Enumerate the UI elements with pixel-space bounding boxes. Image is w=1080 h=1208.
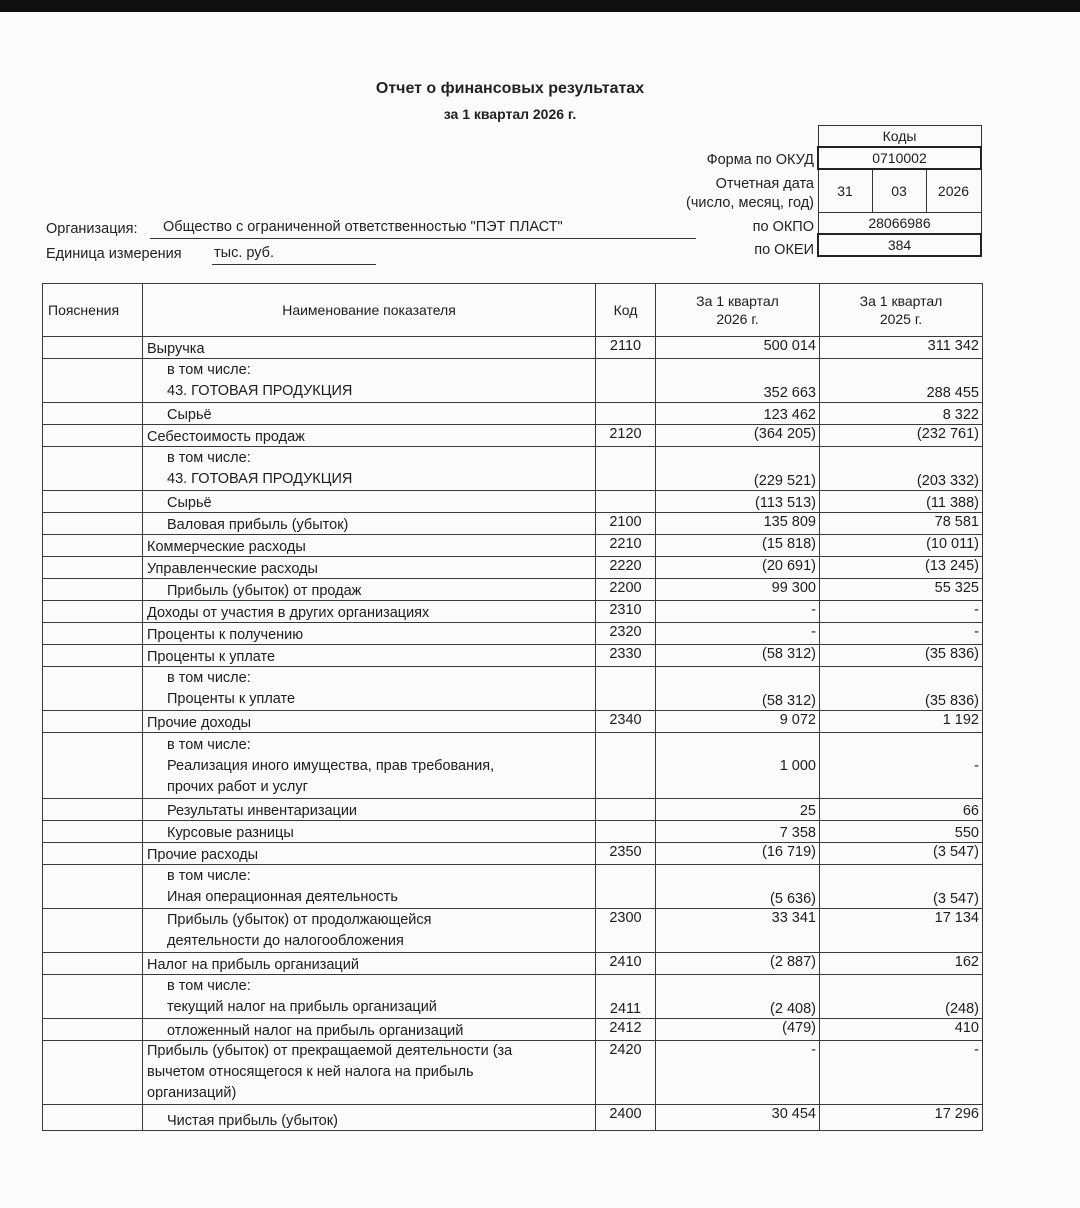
row-previous: (3 547) [820, 865, 983, 909]
row-current: (2 408) [656, 975, 820, 1019]
report-year: 2026 [926, 169, 981, 213]
table-row [43, 1105, 983, 1131]
row-name: Прибыль (убыток) от продаж [143, 579, 596, 601]
row-previous: (248) [820, 975, 983, 1019]
row-name-text: текущий налог на прибыль организаций [167, 999, 437, 1015]
row-previous: 1 192 [820, 711, 983, 733]
row-current: (20 691) [656, 557, 820, 579]
row-current: (15 818) [656, 535, 820, 557]
row-name: Прочие доходы [143, 711, 596, 733]
row-current: 30 454 [656, 1105, 820, 1131]
row-name: Управленческие расходы [143, 557, 596, 579]
header-previous [820, 284, 983, 337]
table-row [43, 711, 983, 733]
row-current: - [656, 601, 820, 623]
row-name: Сырьё [143, 491, 596, 513]
row-subtitle: в том числе: [167, 978, 251, 994]
table-row [43, 623, 983, 645]
row-current: - [656, 1041, 820, 1105]
row-name-line-2: вычетом относящегося к ней налога на прибыль [147, 1064, 474, 1080]
row-current: 9 072 [656, 711, 820, 733]
row-name-line-2: деятельности до налогообложения [167, 933, 404, 949]
header-code: Код [596, 284, 656, 337]
row-previous: (3 547) [820, 843, 983, 865]
row-current: 500 014 [656, 337, 820, 359]
table-row [43, 447, 983, 491]
unit-value: тыс. руб. [214, 245, 275, 261]
row-code: 2200 [596, 579, 656, 601]
row-current: 99 300 [656, 579, 820, 601]
row-current: (2 887) [656, 953, 820, 975]
okud-code: 0710002 [818, 147, 981, 169]
row-previous: 66 [820, 799, 983, 821]
codes-header: Коды [818, 126, 981, 148]
row-name [143, 733, 596, 799]
row-name-text: 43. ГОТОВАЯ ПРОДУКЦИЯ [167, 383, 353, 399]
row-current: 123 462 [656, 403, 820, 425]
row-code: 2320 [596, 623, 656, 645]
row-name-text: Иная операционная деятельность [167, 889, 398, 905]
row-current: (58 312) [656, 645, 820, 667]
row-name: Себестоимость продаж [143, 425, 596, 447]
org-underline [150, 238, 696, 239]
table-header-row [43, 284, 983, 337]
row-code: 2100 [596, 513, 656, 535]
table-row [43, 425, 983, 447]
document-period: за 1 квартал 2026 г. [443, 106, 577, 122]
row-code: 2330 [596, 645, 656, 667]
row-name-line-1: Прибыль (убыток) от продолжающейся [167, 912, 432, 928]
row-name [143, 865, 596, 909]
header-previous-1: За 1 квартал [859, 293, 943, 309]
row-code [596, 359, 656, 403]
header-current [656, 284, 820, 337]
row-current: 33 341 [656, 909, 820, 953]
row-name [143, 667, 596, 711]
table-row [43, 513, 983, 535]
document-title: Отчет о финансовых результатах [375, 80, 645, 97]
row-name: Прочие расходы [143, 843, 596, 865]
header-name: Наименование показателя [143, 284, 596, 337]
row-current: 1 000 [656, 733, 820, 799]
table-row [43, 1019, 983, 1041]
row-previous: 17 296 [820, 1105, 983, 1131]
row-name: Курсовые разницы [143, 821, 596, 843]
row-code [596, 865, 656, 909]
table-row [43, 491, 983, 513]
row-name: Сырьё [143, 403, 596, 425]
report-date-label [686, 175, 814, 213]
row-current: (113 513) [656, 491, 820, 513]
row-subtitle: в том числе: [167, 362, 251, 378]
row-code: 2350 [596, 843, 656, 865]
row-code: 2210 [596, 535, 656, 557]
row-name [143, 359, 596, 403]
header-notes: Пояснения [43, 284, 143, 337]
row-code: 2412 [596, 1019, 656, 1041]
row-current: - [656, 623, 820, 645]
row-code [596, 799, 656, 821]
top-bar [0, 0, 1080, 12]
row-previous: 17 134 [820, 909, 983, 953]
row-name: Чистая прибыль (убыток) [143, 1105, 596, 1131]
row-previous: - [820, 623, 983, 645]
header-previous-2: 2025 г. [879, 311, 923, 327]
row-name-text: 43. ГОТОВАЯ ПРОДУКЦИЯ [167, 471, 353, 487]
row-name-line-1: Реализация иного имущества, прав требования, [167, 758, 495, 774]
row-previous: 550 [820, 821, 983, 843]
row-current: 25 [656, 799, 820, 821]
row-code: 2220 [596, 557, 656, 579]
row-previous: - [820, 1041, 983, 1105]
row-previous: (10 011) [820, 535, 983, 557]
row-name: Выручка [143, 337, 596, 359]
table-row [43, 579, 983, 601]
table-row [43, 865, 983, 909]
table-row [43, 821, 983, 843]
table-row [43, 799, 983, 821]
row-code: 2420 [596, 1041, 656, 1105]
okud-label: Форма по ОКУД [706, 152, 814, 168]
row-code [596, 403, 656, 425]
row-current: (16 719) [656, 843, 820, 865]
row-name: Коммерческие расходы [143, 535, 596, 557]
row-subtitle: в том числе: [167, 450, 251, 466]
row-code [596, 447, 656, 491]
row-current: (229 521) [656, 447, 820, 491]
row-code: 2400 [596, 1105, 656, 1131]
table-row [43, 403, 983, 425]
row-previous: 55 325 [820, 579, 983, 601]
row-code: 2310 [596, 601, 656, 623]
row-subtitle: в том числе: [167, 868, 251, 884]
row-code: 2110 [596, 337, 656, 359]
table-row [43, 975, 983, 1019]
row-current: (479) [656, 1019, 820, 1041]
table-row [43, 359, 983, 403]
row-previous: 78 581 [820, 513, 983, 535]
okpo-code: 28066986 [818, 213, 981, 235]
row-previous: (13 245) [820, 557, 983, 579]
report-date-label-1: Отчетная дата [715, 176, 814, 192]
table-row [43, 843, 983, 865]
org-label: Организация: [46, 221, 138, 237]
row-name: отложенный налог на прибыль организаций [143, 1019, 596, 1041]
table-row [43, 337, 983, 359]
org-name: Общество с ограниченной ответственностью "ПЭТ ПЛАСТ" [163, 219, 563, 235]
row-previous: - [820, 601, 983, 623]
okpo-label: по ОКПО [752, 219, 814, 235]
row-previous: (203 332) [820, 447, 983, 491]
table-row [43, 667, 983, 711]
header-current-2: 2026 г. [716, 311, 759, 327]
row-name-line-3: организаций) [147, 1085, 237, 1101]
row-previous: 288 455 [820, 359, 983, 403]
row-name: Доходы от участия в других организациях [143, 601, 596, 623]
report-date-label-2: (число, месяц, год) [686, 195, 814, 211]
row-current: 135 809 [656, 513, 820, 535]
row-subtitle: в том числе: [167, 737, 251, 753]
row-code: 2340 [596, 711, 656, 733]
report-day: 31 [818, 169, 872, 213]
row-name-line-2: прочих работ и услуг [167, 779, 308, 795]
unit-label: Единица измерения [46, 246, 182, 262]
row-code [596, 733, 656, 799]
row-name [143, 909, 596, 953]
report-month: 03 [872, 169, 926, 213]
row-code: 2120 [596, 425, 656, 447]
row-code [596, 491, 656, 513]
row-current: 7 358 [656, 821, 820, 843]
row-code: 2300 [596, 909, 656, 953]
table-row [43, 601, 983, 623]
row-previous: 410 [820, 1019, 983, 1041]
row-code [596, 821, 656, 843]
financial-results-table [42, 283, 983, 1131]
row-code: 2411 [596, 975, 656, 1019]
okei-label: по ОКЕИ [754, 242, 814, 258]
row-current: (58 312) [656, 667, 820, 711]
header-current-1: За 1 квартал [696, 293, 779, 309]
table-row [43, 557, 983, 579]
row-name-line-1: Прибыль (убыток) от прекращаемой деятельности (за [147, 1043, 513, 1059]
row-name: Проценты к уплате [143, 645, 596, 667]
table-row [43, 733, 983, 799]
row-previous: 311 342 [820, 337, 983, 359]
row-code [596, 667, 656, 711]
row-name [143, 447, 596, 491]
row-current: (364 205) [656, 425, 820, 447]
row-previous: (11 388) [820, 491, 983, 513]
okei-code: 384 [818, 234, 981, 256]
row-name: Проценты к получению [143, 623, 596, 645]
row-current: 352 663 [656, 359, 820, 403]
unit-underline [212, 264, 376, 265]
row-previous: - [820, 733, 983, 799]
row-previous: 162 [820, 953, 983, 975]
row-name: Налог на прибыль организаций [143, 953, 596, 975]
table-row [43, 909, 983, 953]
row-code: 2410 [596, 953, 656, 975]
row-name: Валовая прибыль (убыток) [143, 513, 596, 535]
table-row [43, 1041, 983, 1105]
row-name [143, 1041, 596, 1105]
codes-table [817, 125, 982, 257]
row-name-text: Проценты к уплате [167, 691, 296, 707]
row-subtitle: в том числе: [167, 670, 251, 686]
row-previous: 8 322 [820, 403, 983, 425]
row-current: (5 636) [656, 865, 820, 909]
row-name [143, 975, 596, 1019]
table-row [43, 953, 983, 975]
row-previous: (232 761) [820, 425, 983, 447]
table-row [43, 645, 983, 667]
row-name: Результаты инвентаризации [143, 799, 596, 821]
row-previous: (35 836) [820, 645, 983, 667]
row-previous: (35 836) [820, 667, 983, 711]
table-row [43, 535, 983, 557]
